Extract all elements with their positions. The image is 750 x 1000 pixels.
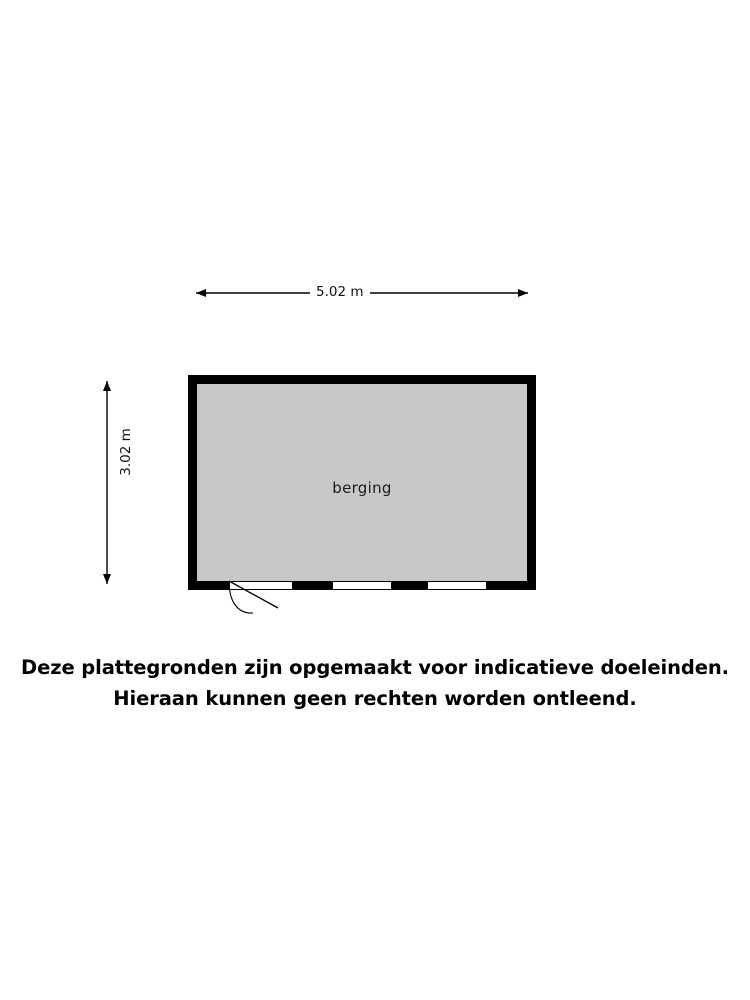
- room-label: berging: [332, 479, 392, 497]
- dim-left-arrow-top: [103, 381, 111, 391]
- window-opening-1: [333, 581, 391, 590]
- door-swing-icon: [228, 580, 290, 630]
- disclaimer-text: [0, 652, 750, 714]
- disclaimer-line-1: Deze plattegronden zijn opgemaakt voor indicatieve doeleinden.: [21, 656, 729, 679]
- window-opening-2: [428, 581, 486, 590]
- dimension-width-label: 5.02 m: [310, 284, 370, 300]
- disclaimer-line-2: Hieraan kunnen geen rechten worden ontleend.: [113, 687, 637, 710]
- dimension-height-label: 3.02 m: [118, 422, 134, 482]
- dim-top-arrow-right: [518, 289, 528, 297]
- dim-left-arrow-bottom: [103, 574, 111, 584]
- dim-top-arrow-left: [196, 289, 206, 297]
- door-leaf: [229, 581, 278, 608]
- door-arc: [229, 581, 253, 613]
- room-berging: [188, 375, 536, 590]
